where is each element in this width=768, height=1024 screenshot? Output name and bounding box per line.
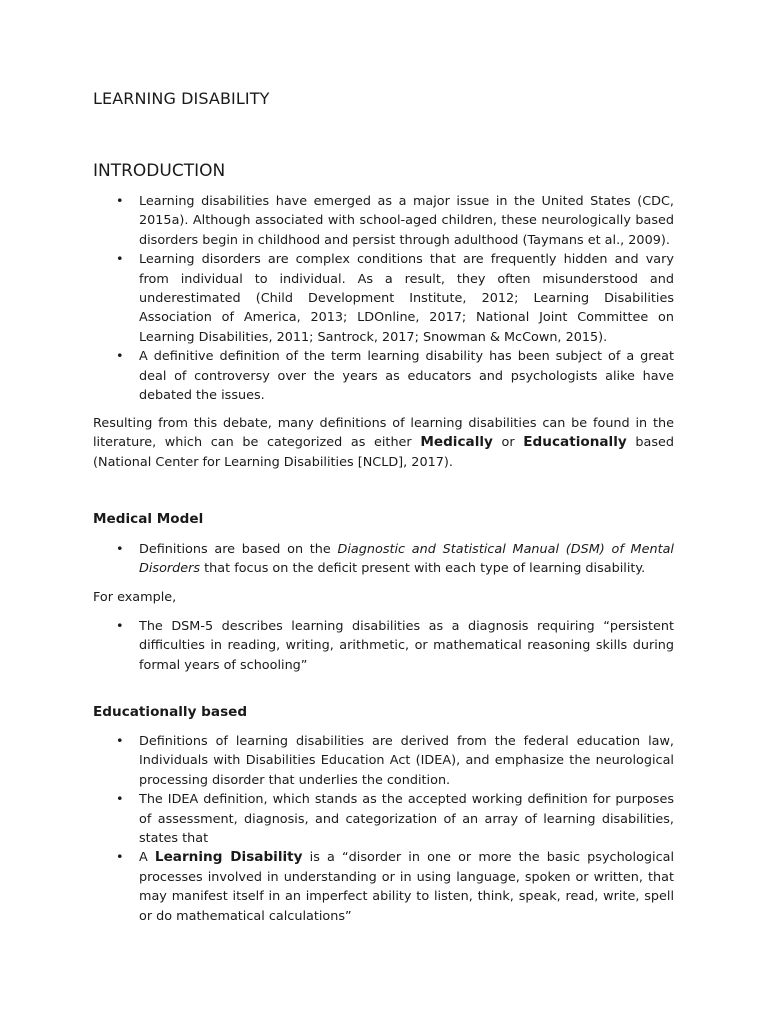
educationally-based-heading: Educationally based [93,704,248,720]
introduction-bullet-list [93,192,674,405]
list-item [93,732,674,790]
list-item [93,250,674,347]
bullet-icon: • [116,792,124,808]
bullet-text: Definitions are based on the [139,542,338,557]
bullet-text: The DSM-5 describes learning disabilities as a diagnosis requiring “persistent difficulties in reading, writing, arithmetic, or mathematical reasoning skills during formal years of schooling” [139,619,674,673]
paragraph-text: Resulting from this debate, many definitions of learning disabilities can be found in the literature, which can be categorized as either [93,416,674,451]
paragraph-text: or [492,435,524,451]
introduction-paragraph [93,414,674,472]
bullet-text: The IDEA definition, which stands as the accepted working definition for purposes of assessment, diagnosis, and categorization of an array of learning disabilities, states that [139,792,674,847]
bullet-icon: • [116,349,124,365]
bullet-text: Learning disabilities have emerged as a major issue in the United States (CDC, 2015a). Although associated with school-aged children, these neurologically based disorders begin in childhood and persist through adulthood (Taymans et al., 2009). [139,194,674,248]
example-bullet-list [93,617,674,675]
medical-model-bullet-list [93,540,674,579]
paragraph-text: based (National Center for Learning Disabilities [NCLD], 2017). [93,435,674,470]
bullet-icon: • [116,734,124,749]
medically-term: Medically [420,434,493,451]
bullet-text: Definitions of learning disabilities are derived from the federal education law, Individuals with Disabilities Education Act (IDEA), and emphasize the neurological processing disorder that underlies the condition. [139,734,674,788]
educationally-based-bullet-list [93,732,674,926]
educationally-term: Educationally [523,434,627,451]
document-title: LEARNING DISABILITY [93,89,270,108]
list-item [93,347,674,405]
bullet-text: is a “disorder in one or more the basic psychological processes involved in understanding or in using language, spoken or written, that may manifest itself in an imperfect ability to listen, think, speak, read, write, spell or do mathematical calculations” [139,850,675,924]
bullet-icon: • [116,542,124,557]
bullet-text: A definitive definition of the term learning disability has been subject of a great deal of controversy over the years as educators and psychologists alike have debated the issues. [139,349,674,404]
list-item [93,540,674,579]
bullet-text: Learning disorders are complex conditions that are frequently hidden and vary from individual to individual. As a result, they often misunderstood and underestimated (Child Development Institute, 2012; Learning Disabilities Association of America, 2013; LDOnline, 2017; National Joint Committee on Learning Disabilities, 2011; Santrock, 2017; Snowman & McCown, 2015). [139,252,674,345]
bullet-text: A [139,850,155,866]
list-item [93,848,674,926]
learning-disability-term: Learning Disability [154,849,303,866]
medical-model-heading: Medical Model [93,511,204,527]
introduction-heading: INTRODUCTION [93,161,226,181]
introduction-paragraph-block [93,414,674,472]
bullet-icon: • [116,194,124,209]
bullet-icon: • [116,850,124,866]
list-item [93,617,674,675]
bullet-icon: • [116,252,124,268]
dsm-title: Diagnostic and Statistical Manual (DSM) of Mental Disorders [139,542,674,577]
list-item [93,790,674,848]
for-example-block [93,588,674,607]
bullet-text: that focus on the deficit present with each type of learning disability. [200,561,646,577]
list-item [93,192,674,250]
for-example-text: For example, [93,590,177,605]
bullet-icon: • [116,619,124,634]
